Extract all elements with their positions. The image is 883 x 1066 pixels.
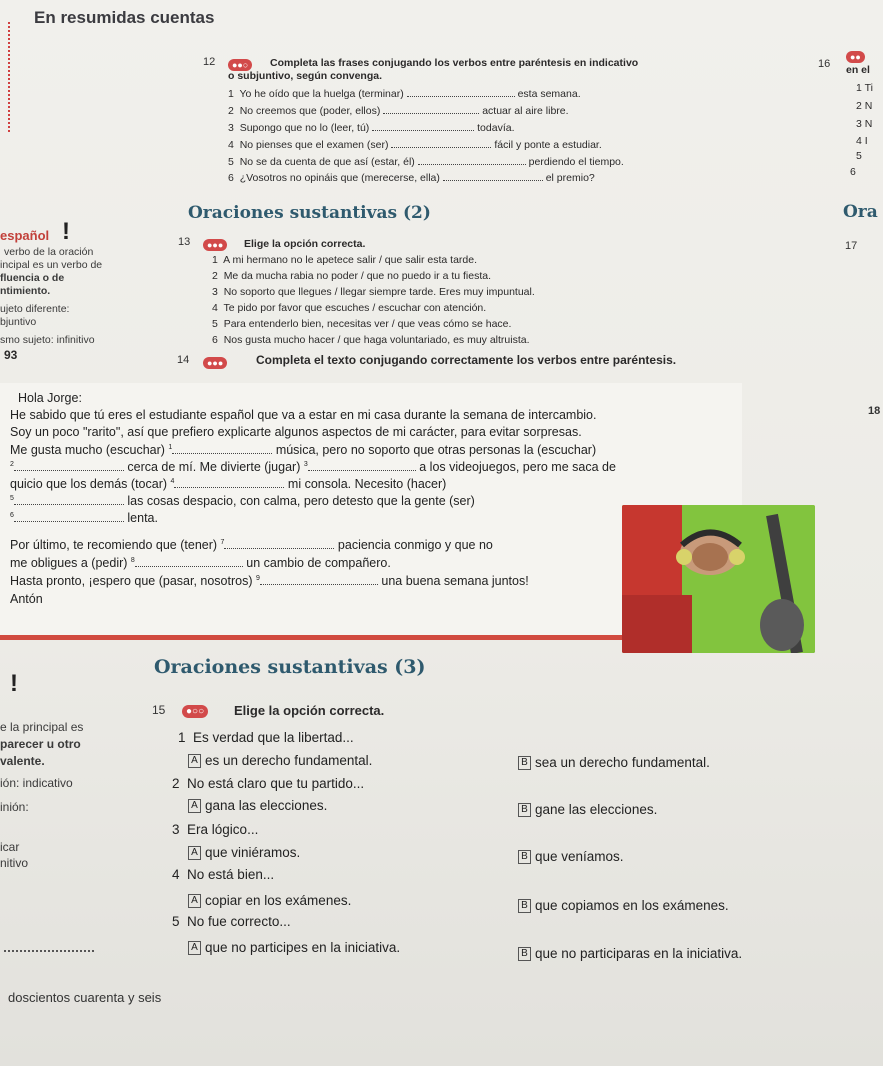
section2-title: Oraciones sustantivas (2) [188,203,431,223]
ex15-item-5-stem: 5 No fue correcto... [172,914,291,929]
sidebar1-line-3: fluencia o de [0,272,65,284]
ex15-item-3-stem: 3 Era lógico... [172,822,259,837]
ex15-item-1-option-a[interactable]: A es un derecho fundamental. [188,753,372,768]
ex15-instruction: Elige la opción correcta. [234,703,385,718]
sidebar1-line-5: ujeto diferente: [0,303,70,315]
ex15-item-1-option-b[interactable]: B sea un derecho fundamental. [518,755,710,770]
ex13-instruction: Elige la opción correcta. [244,238,366,250]
letter-line-7: $^6$ lenta. [10,511,158,525]
sidebar1-line-2: incipal es un verbo de [0,259,103,271]
ex15-item-2-option-b[interactable]: B gane las elecciones. [518,802,657,817]
sidebar2-line-4: ión: indicativo [0,776,73,790]
ex12-item-6: 6 ¿Vosotros no opináis que (merecerse, ella) el premio? [228,172,595,184]
margin-dotted-line [8,22,10,132]
sidebar2-line-7: nitivo [0,856,29,870]
ex15-item-1-stem: 1 Es verdad que la libertad... [178,730,354,745]
sidebar1-label: español [0,228,50,243]
ex12-number: 12 [203,56,216,68]
ex16-item-5: 5 [856,150,862,162]
sidebar2-line-3: valente. [0,754,45,768]
ex15-difficulty-dots: ●○○ [182,703,208,721]
letter-line-8: Por último, te recomiendo que (tener) $^7$ paciencia conmigo y que no [10,538,493,552]
sidebar2-line-2: parecer u otro [0,737,81,751]
sidebar1-line-1: verbo de la oración [4,246,94,258]
exclamation-icon-2: ! [10,670,18,697]
ex15-item-2-option-a[interactable]: A gana las elecciones. [188,798,327,813]
ex12-item-2: 2 No creemos que (poder, ellos) actuar al aire libre. [228,105,569,117]
letter-line-3: Me gusta mucho (escuchar) $^1$ música, pero no soporto que otras personas la (escuchar) [10,443,597,457]
letter-line-6: $^5$ las cosas despacio, con calma, pero detesto que la gente (ser) [10,494,475,508]
ex15-item-3-option-b[interactable]: B que veníamos. [518,849,624,864]
ex16-instruction-fragment: en el [846,64,870,76]
sidebar1-page-ref: 93 [4,348,18,362]
right-section-title-fragment: Ora [843,202,878,222]
sidebar2-line-1: e la principal es [0,720,84,734]
letter-line-10: Hasta pronto, ¡espero que (pasar, nosotros) $^9$ una buena semana juntos! [10,574,529,588]
exclamation-icon: ! [62,218,70,245]
letter-line-1: He sabido que tú eres el estudiante español que va a estar en mi casa durante la semana de intercambio. [10,408,597,422]
ex15-item-4-option-b[interactable]: B que copiamos en los exámenes. [518,898,729,913]
letter-line-5: quicio que los demás (tocar) $^4$ mi consola. Necesito (hacer) [10,477,447,491]
ex13-item-5: 5 Para entenderlo bien, necesitas ver / que veas cómo se hace. [212,318,512,330]
sidebar1-line-4: ntimiento. [0,285,51,297]
ex17-number: 17 [845,240,858,252]
ex12-difficulty-dots: ●●○ [228,56,252,74]
ex16-difficulty-dots: ●● [846,48,865,66]
ex15-item-5-option-b[interactable]: B que no participaras en la iniciativa. [518,946,742,961]
page-number-text: doscientos cuarenta y seis [8,990,162,1005]
sidebar2-line-6: icar [0,840,20,854]
photo-illustration [622,505,815,653]
letter-line-4: $^2$ cerca de mí. Me divierte (jugar) $^3$ a los videojuegos, pero me saca de [10,460,616,474]
ex16-item-1: 1 Ti [856,82,873,94]
ex12-item-4: 4 No pienses que el examen (ser) fácil y ponte a estudiar. [228,139,602,151]
ex12-item-5: 5 No se da cuenta de que así (estar, él) perdiendo el tiempo. [228,156,624,168]
letter-greeting: Hola Jorge: [18,391,82,405]
ex13-item-2: 2 Me da mucha rabia no poder / que no puedo ir a tu fiesta. [212,270,492,282]
sidebar1-line-7: smo sujeto: infinitivo [0,334,95,346]
ex13-item-6: 6 Nos gusta mucho hacer / que haga voluntariado, es muy altruista. [212,334,530,346]
ex14-difficulty-dots: ●●● [203,354,227,372]
ex16-item-2: 2 N [856,100,873,112]
ex15-item-5-option-a[interactable]: A que no participes en la iniciativa. [188,940,400,955]
ex13-difficulty-dots: ●●● [203,236,227,254]
ex13-item-1: 1 A mi hermano no le apetece salir / que salir esta tarde. [212,254,477,266]
ex13-item-4: 4 Te pido por favor que escuches / escuchar con atención. [212,302,487,314]
ex13-item-3: 3 No soporto que llegues / llegar siempre tarde. Eres muy impuntual. [212,286,535,298]
sidebar2-line-5: inión: [0,800,29,814]
ex15-item-3-option-a[interactable]: A que viniéramos. [188,845,300,860]
ex12-item-3: 3 Supongo que no lo (leer, tú) todavía. [228,122,515,134]
ex15-item-4-option-a[interactable]: A copiar en los exámenes. [188,893,351,908]
section3-title: Oraciones sustantivas (3) [154,656,426,678]
ex15-item-2-stem: 2 No está claro que tu partido... [172,776,365,791]
ex13-number: 13 [178,236,191,248]
ex16-item-4: 4 I [856,135,868,147]
ex16-item-3: 3 N [856,118,873,130]
photo-person-headphones [622,505,815,653]
letter-signature: Antón [10,592,43,606]
page-header-title: En resumidas cuentas [34,8,215,27]
letter-line-9: me obligues a (pedir) $^8$ un cambio de compañero. [10,556,391,570]
ex14-number: 14 [177,354,190,366]
sidebar2-divider [4,950,94,952]
sidebar1-line-6: bjuntivo [0,316,37,328]
ex12-instruction-line1: Completa las frases conjugando los verbos entre paréntesis en indicativo [270,57,639,69]
ex14-instruction: Completa el texto conjugando correctamente los verbos entre paréntesis. [256,353,677,367]
ex12-item-1: 1 Yo he oído que la huelga (terminar) esta semana. [228,88,581,100]
letter-line-2: Soy un poco "rarito", así que prefiero explicarte algunos aspectos de mi carácter, para evitar sorpresas. [10,425,582,439]
ex15-item-4-stem: 4 No está bien... [172,867,275,882]
ex16-number: 16 [818,58,831,70]
ex12-instruction-line2: o subjuntivo, según convenga. [228,70,383,82]
ex18-number: 18 [868,405,881,417]
ex16-item-6: 6 [850,166,856,178]
ex15-number: 15 [152,703,166,717]
